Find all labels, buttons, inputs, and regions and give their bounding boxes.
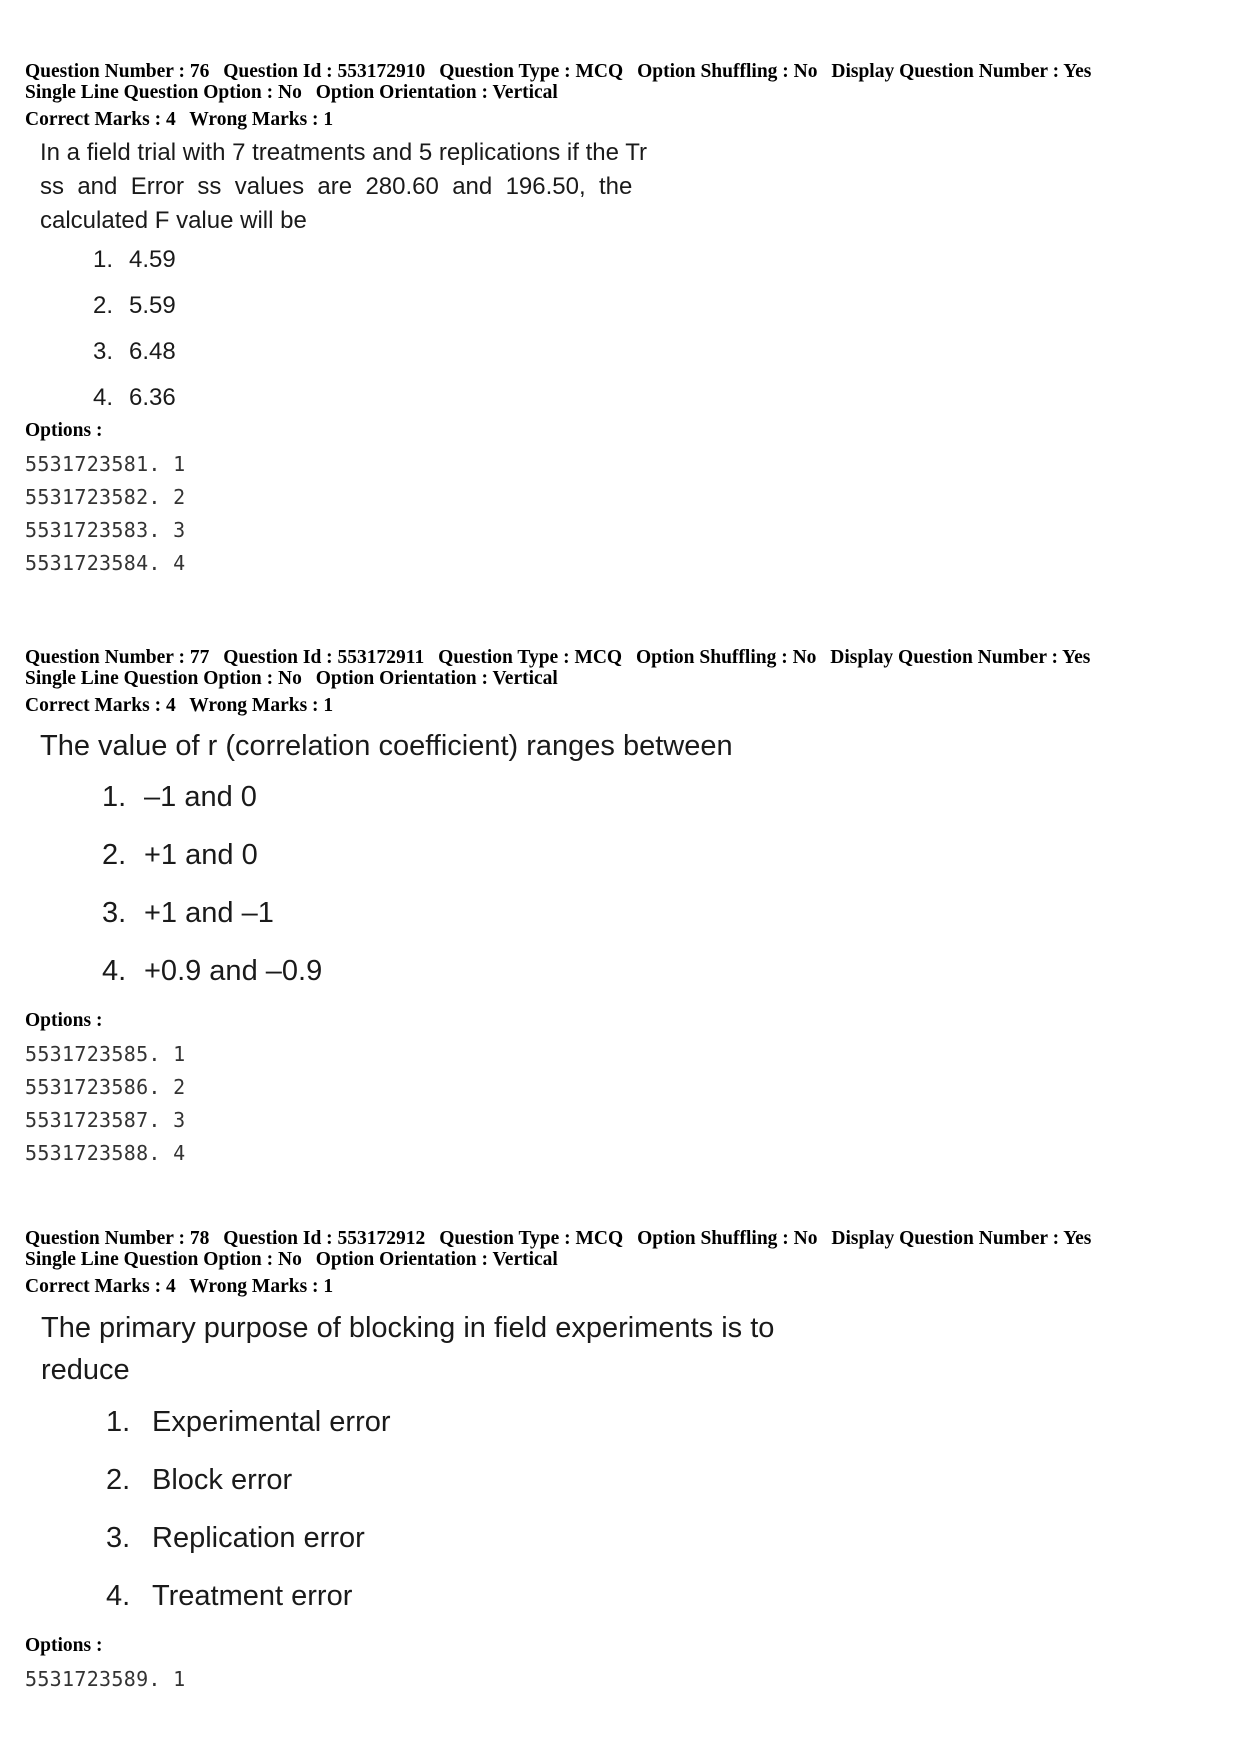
question-text [40,136,1215,238]
answer-choice [102,780,1215,838]
marks-line [25,695,1215,716]
option-orientation: Option Orientation : Vertical [315,668,558,689]
question-type: Question Type : MCQ [438,647,623,668]
choice-number: 4. [102,955,127,987]
choice-number: 2. [102,839,127,871]
display-question-number: Display Question Number : Yes [831,61,1092,82]
choice-number: 1. [102,781,127,813]
choice-text: Experimental error [152,1406,391,1438]
wrong-marks: Wrong Marks : 1 [189,695,334,716]
question-meta-line-1 [25,61,1215,82]
choice-number: 4. [93,384,114,411]
option-orientation: Option Orientation : Vertical [315,82,558,103]
answer-choice [106,1463,1215,1521]
choice-number: 1. [93,246,114,273]
options-label: Options : [25,1010,103,1031]
answer-choice [106,1405,1215,1463]
answer-choice [93,292,1215,338]
marks-line [25,1276,1215,1297]
question-text-line: In a field trial with 7 treatments and 5 replications if the Tr [40,139,647,166]
choice-text: 6.48 [129,338,176,365]
answer-choice [93,338,1215,384]
question-meta-line-2 [25,82,1215,103]
choice-number: 3. [93,338,114,365]
options-label: Options : [25,1635,103,1656]
choice-text: Block error [152,1464,293,1496]
question-type: Question Type : MCQ [439,1228,624,1249]
question-body [40,726,1215,1012]
choice-number: 2. [106,1464,131,1496]
question-text-line: The primary purpose of blocking in field experiments is to [41,1312,775,1344]
option-id: 5531723582. 2 [25,485,186,509]
question-text [41,1307,1215,1391]
option-id: 5531723581. 1 [25,452,186,476]
question-id: Question Id : 553172910 [223,61,426,82]
choice-text: 6.36 [129,384,176,411]
option-id: 5531723587. 3 [25,1108,186,1132]
question-text-line: The value of r (correlation coefficient) ranges between [40,730,733,762]
correct-marks: Correct Marks : 4 [25,109,176,130]
option-id: 5531723589. 1 [25,1667,186,1691]
answer-choice [102,896,1215,954]
answer-choice [102,954,1215,1012]
answer-choice [106,1521,1215,1579]
question-block-78 [25,1228,1215,1690]
option-shuffling: Option Shuffling : No [635,647,817,668]
question-number: Question Number : 78 [25,1228,210,1249]
question-body [41,1307,1215,1637]
question-meta-line-2 [25,668,1215,689]
choice-number: 2. [93,292,114,319]
answer-choices [93,246,1215,430]
option-id: 5531723588. 4 [25,1141,186,1165]
question-number: Question Number : 77 [25,647,210,668]
option-id: 5531723584. 4 [25,551,186,575]
choice-text: 5.59 [129,292,176,319]
answer-choice [93,384,1215,430]
question-meta-line-1 [25,647,1215,668]
option-shuffling: Option Shuffling : No [637,61,818,82]
choice-text: 4.59 [129,246,176,273]
choice-number: 4. [106,1580,131,1612]
choice-text: –1 and 0 [144,781,257,813]
options-label: Options : [25,420,103,441]
question-id: Question Id : 553172912 [223,1228,426,1249]
answer-choice [93,246,1215,292]
answer-choice [102,838,1215,896]
choice-number: 3. [106,1522,131,1554]
choice-text: Replication error [152,1522,365,1554]
correct-marks: Correct Marks : 4 [25,695,176,716]
choice-text: Treatment error [152,1580,353,1612]
question-text-line: calculated F value will be [40,207,307,234]
question-meta-line-1 [25,1228,1215,1249]
question-body [40,136,1215,430]
question-block-76 [25,61,1215,574]
question-block-77 [25,647,1215,1164]
single-line-question-option: Single Line Question Option : No [25,82,302,103]
answer-choice [106,1579,1215,1637]
option-id: 5531723585. 1 [25,1042,186,1066]
option-orientation: Option Orientation : Vertical [315,1249,558,1270]
question-text [40,726,1215,766]
wrong-marks: Wrong Marks : 1 [189,109,334,130]
answer-choices [106,1405,1215,1637]
marks-line [25,109,1215,130]
question-id: Question Id : 553172911 [223,647,425,668]
display-question-number: Display Question Number : Yes [831,1228,1092,1249]
question-text-line: ss and Error ss values are 280.60 and 196.50, the [40,173,633,200]
choice-text: +1 and –1 [144,897,274,929]
single-line-question-option: Single Line Question Option : No [25,668,302,689]
option-id: 5531723583. 3 [25,518,186,542]
wrong-marks: Wrong Marks : 1 [189,1276,334,1297]
display-question-number: Display Question Number : Yes [830,647,1091,668]
choice-number: 1. [106,1406,131,1438]
choice-text: +0.9 and –0.9 [144,955,323,987]
option-id: 5531723586. 2 [25,1075,186,1099]
question-number: Question Number : 76 [25,61,210,82]
correct-marks: Correct Marks : 4 [25,1276,176,1297]
question-text-line: reduce [41,1354,130,1386]
choice-number: 3. [102,897,127,929]
question-meta-line-2 [25,1249,1215,1270]
single-line-question-option: Single Line Question Option : No [25,1249,302,1270]
question-type: Question Type : MCQ [439,61,624,82]
choice-text: +1 and 0 [144,839,258,871]
option-shuffling: Option Shuffling : No [637,1228,818,1249]
answer-choices [102,780,1215,1012]
